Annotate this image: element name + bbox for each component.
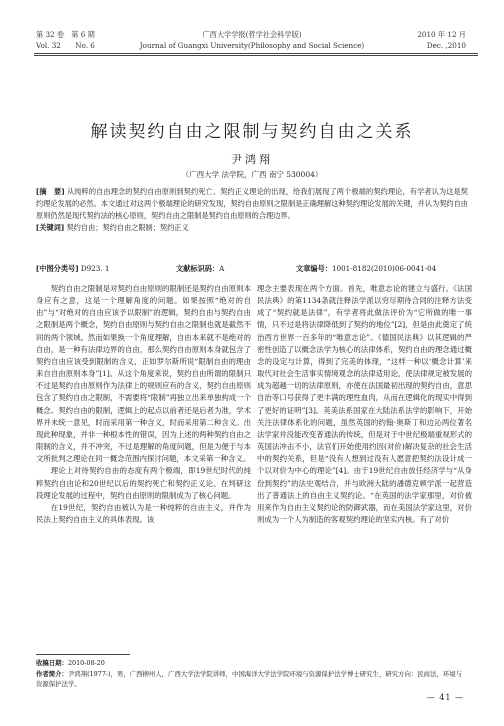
article-value: 1001-8182(2010)06-0041-04 — [331, 264, 437, 273]
body-paragraph: 理论上对待契约自由的态度有两个极端，即19世纪时代的纯粹契约自由论和20世纪以后的契约死亡和契约正义论。在判研这段理论发展的过程中，契约自由原则的限制成为了核心问题。 — [36, 466, 251, 500]
journal-name-en: Journal of Guangxi University(Philosophy and Social Science) — [139, 41, 365, 50]
author-info: 尹鸿翔(1977-)，男，广西柳州人，广西大学法学院讲师，中国海洋大学法学院环境与资源保护法学博士研究生，研究方向：民商法，环境与资源保护法学。 — [36, 669, 463, 688]
doc-label: 文献标识码： — [176, 264, 220, 273]
body-paragraph: 契约自由之限制是对契约自由原则的限制还是契约自由原则本身应有之意，这是一个理解角度的问题。如果按照“绝对的自由”与“对绝对的自由应该予以限制”的逻辑，契约自由与契约自由之限制是两个概念，契约自由原则与契约自由之限制也就是截然不同的两个领域。然而如果换一个角度理解，自由本来就不是绝对的自由，是一种有法律边界的自由，那么契约自由原则本身就包含了契约自由应该受到限制的含义，正如罗尔斯所说“限制自由的理由来自自由原则本身”[1]。从这个角度来说，契约自由所谓的限制只不过是契约自由原则作为法律上的规则应有的含义，契约自由原则包含了契约自由之限制，不需要将“限制”再独立出来单独构成一个概念。契约自由的限制，逻辑上的起点以前者还是后者为准，学术界并未统一意见，时而采用第一种含义，时而采用第二种含义。出现此种现象，并非一种根本性的错误，因为上述的两种契约自由之限制的含义，并不冲突，不过是理解的角度问题，但是为便于与本文所批判之理论在同一概念范围内探讨问题，本文采第一种含义。 — [36, 284, 251, 464]
keywords-label: [关键词] — [36, 223, 65, 233]
body-column-right — [257, 283, 472, 643]
received-date: 2010-08-20 — [67, 659, 105, 667]
page-number: — 41 — — [426, 693, 464, 702]
header-rule-thin — [34, 55, 478, 56]
doc-value: A — [219, 264, 225, 273]
footnote — [36, 658, 468, 690]
abstract-block — [36, 186, 468, 234]
abstract-text: 从纯粹的自由理念的契约自由原则到契约死亡、契约正义理论的出现，给我们展现了两个极端的契约理论，有学者认为这是契约理论发展的必然。本文通过对这两个极端理论的研究发现，契约自由原则之限制是正确理解这种契约理论发展的关键，并认为契约自由原则仍然是现代契约法的核心原则，契约自由之限制是契约自由原则的合理边界。 — [36, 187, 468, 221]
volume-issue-en: Vol. 32 No. 6 — [36, 41, 95, 50]
author-affiliation: （广西大学 法学院，广西 南宁 530004） — [181, 170, 323, 179]
article-title: 解读契约自由之限制与契约自由之关系 — [90, 122, 414, 142]
article-number — [296, 264, 436, 274]
article-label: 文章编号： — [296, 264, 332, 273]
author-name: 尹鸿翔 — [231, 153, 273, 166]
author-info-label: 作者简介： — [36, 669, 68, 678]
issue-date: 2010 年 12 月 — [417, 30, 466, 39]
volume-issue: 第 32 卷 第 6 期 — [36, 30, 95, 39]
abstract-label: [摘 要] — [36, 187, 65, 196]
body-paragraph: 理念主要表现在两个方面。首先，唯意志论的建立与盛行。《法国民法典》的第1134条就注释法学派以穷尽期待合同的注释方法变成了“契约就是法律”，有学者将此做法评价为“它所做的唯一事情，只不过是将法律降低到了契约的地位”[2]，但是由此奠定了统治西方世界一百多年的“唯意志论”。《德国民法典》以其逻辑的严密性创造了以概念法学为核心的法律体系，契约自由的理念通过概念的设定与计算，得到了完美的体现，“这样一种以‘概念计算’来取代对社会生活事实情境观念的法律适用论，使法律规定被发展的成为超越一切的法律原则，亦使在法国最初出现的契约自由，意思自治等口号获得了更丰满的理性血肉，从而在逻辑化的现实中得到了更好的证明”[3]。英美法系国家在大陆法系法学的影响下，开始关注法律体系化的问题，虽然英国的约翰·奥斯丁和边沁两位著名法学家并没能改变普通法的传统，但是对于中世纪极端重视形式的英国法冲击不小，法官们开始使用约因(对价)解决复杂的社会生活中的契约关系，但是“没有人想到过没有人愿意把契约法设计成一个以对价为中心的理论”[4]。由于19世纪自由放任经济学与“从身份到契约”的法史观结合，并与欧洲大陆的潘德克顿学派一起营造出了普通法上的自由主义契约论。“在英国的法学家那里，对价被用来作为自由主义契约论的防御武器，而在美国法学家这里，对价则成为一个人为制造的客观契约理论的坚实内核。有了对价 — [257, 284, 472, 524]
document-code — [176, 264, 224, 274]
body-column-left — [36, 283, 251, 643]
classification-code — [36, 264, 109, 274]
header-rule — [34, 53, 478, 54]
received-label: 收稿日期： — [36, 659, 68, 667]
clc-label: [中图分类号] — [36, 264, 79, 273]
keywords-text: 契约自由；契约自由之限制；契约正义 — [66, 223, 189, 233]
body-paragraph: 在19世纪，契约自由被认为是一种纯粹的自由主义，并作为民法上契约自由主义的具体表现。该 — [36, 502, 251, 524]
footnote-rule — [36, 654, 130, 655]
issue-date-en: Dec. ,2010 — [426, 41, 466, 50]
journal-name: 广西大学学报(哲学社会科学版) — [202, 30, 302, 39]
clc-value: D923. 1 — [80, 264, 110, 273]
